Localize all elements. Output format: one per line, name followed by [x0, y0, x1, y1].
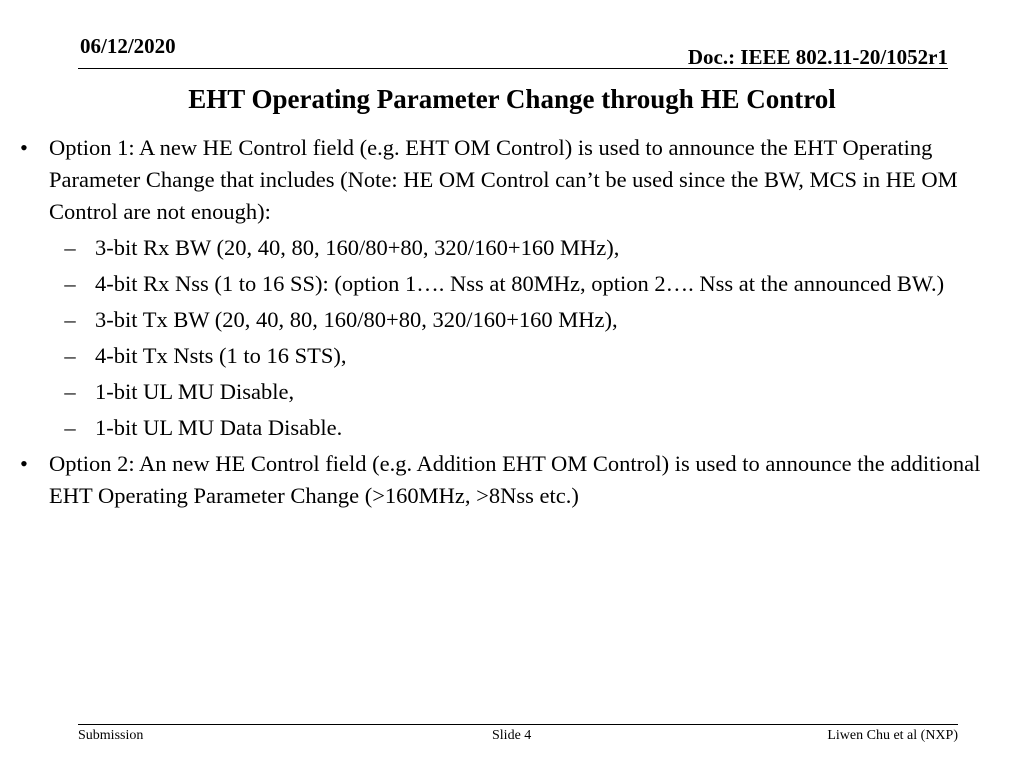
footer-author: Liwen Chu et al (NXP)	[827, 728, 958, 743]
sub-item-text: 3-bit Tx BW (20, 40, 80, 160/80+80, 320/160+160 MHz),	[95, 307, 618, 332]
sub-item-text: 1-bit UL MU Disable,	[95, 379, 295, 404]
dash-icon: –	[64, 307, 76, 332]
dash-icon: –	[64, 343, 76, 368]
sub-item-rx-nss	[0, 268, 1009, 300]
bullet-text: Option 1: A new HE Control field (e.g. EHT OM Control) is used to announce the EHT Operating Parameter Change that includes (Note: HE OM Control can’t be used since the BW, MCS in HE OM Control are not enough):	[49, 135, 958, 224]
bullet-dot-icon: •	[20, 451, 28, 476]
sub-item-tx-bw	[0, 304, 1009, 336]
header-doc-id: Doc.: IEEE 802.11-20/1052r1	[687, 45, 948, 69]
slide-body	[0, 132, 1024, 512]
sub-item-ul-mu-disable	[0, 376, 1009, 408]
sub-item-text: 4-bit Rx Nss (1 to 16 SS): (option 1…. Nss at 80MHz, option 2…. Nss at the announced BW.)	[95, 271, 945, 296]
header-date: 06/12/2020	[80, 34, 176, 58]
bullet-dot-icon: •	[20, 135, 28, 160]
bullet-option-2	[0, 448, 1009, 512]
sub-item-text: 4-bit Tx Nsts (1 to 16 STS),	[95, 343, 347, 368]
footer-submission: Submission	[78, 728, 144, 743]
dash-icon: –	[64, 271, 76, 296]
sub-item-text: 3-bit Rx BW (20, 40, 80, 160/80+80, 320/160+160 MHz),	[95, 235, 620, 260]
footer-slide-number: Slide 4	[492, 728, 532, 743]
sub-item-ul-mu-data-disable	[0, 412, 1009, 444]
dash-icon: –	[64, 379, 76, 404]
dash-icon: –	[64, 415, 76, 440]
dash-icon: –	[64, 235, 76, 260]
slide-title: EHT Operating Parameter Change through HE Control	[188, 84, 836, 114]
sub-item-tx-nsts	[0, 340, 1009, 372]
sub-item-text: 1-bit UL MU Data Disable.	[95, 415, 343, 440]
footer-divider	[78, 724, 958, 725]
header-divider	[78, 68, 948, 69]
bullet-option-1	[0, 132, 1009, 228]
sub-item-rx-bw	[0, 232, 1009, 264]
bullet-text: Option 2: An new HE Control field (e.g. Addition EHT OM Control) is used to announce the additional EHT Operating Parameter Change (>160MHz, >8Nss etc.)	[49, 451, 981, 508]
